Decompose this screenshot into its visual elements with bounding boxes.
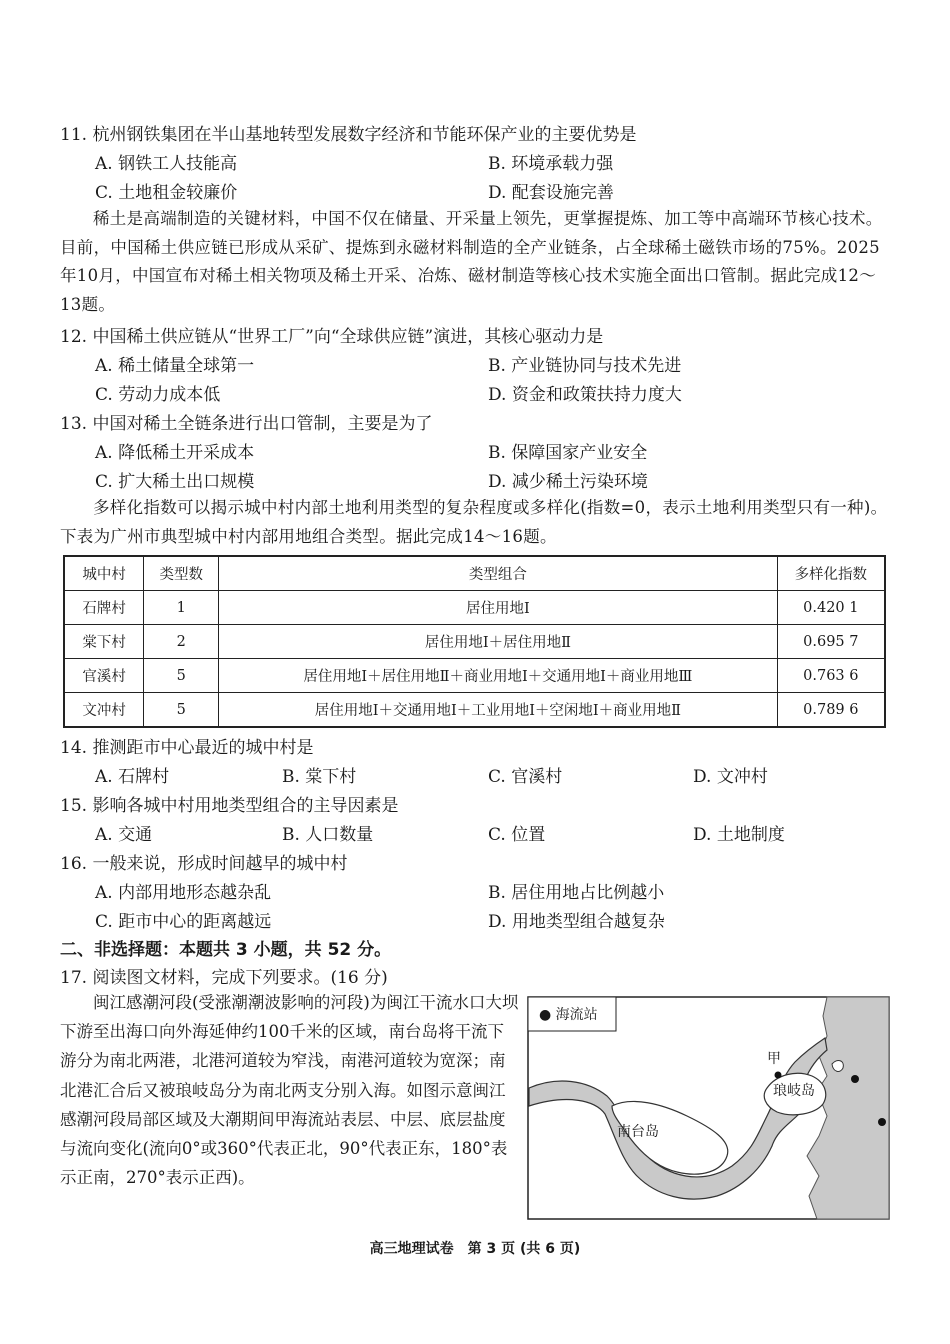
table-header: 类型组合 — [219, 556, 778, 591]
q14-option-c: C. 官溪村 — [488, 767, 563, 787]
table-header: 类型数 — [144, 556, 219, 591]
minjiang-estuary-map — [527, 996, 890, 1220]
q16-option-c: C. 距市中心的距离越远 — [95, 912, 272, 932]
q11-option-c: C. 土地租金较廉价 — [95, 183, 238, 203]
table-cell: 0.789 6 — [777, 693, 885, 728]
rare-earth-material — [60, 205, 895, 320]
q12-stem: 12. 中国稀土供应链从“世界工厂”向“全球供应链”演进，其核心驱动力是 — [60, 327, 604, 347]
table-cell: 棠下村 — [64, 625, 144, 659]
village-paragraph: 多样化指数可以揭示城中村内部土地利用类型的复杂程度或多样化(指数=0，表示土地利用类型只有一种)。下表为广州市典型城中村内部用地组合类型。据此完成14～16题。 — [60, 498, 888, 546]
q16-option-a: A. 内部用地形态越杂乱 — [95, 883, 272, 903]
table-cell: 文冲村 — [64, 693, 144, 728]
table-cell: 居住用地Ⅰ＋居住用地Ⅱ — [219, 625, 778, 659]
village-land-use-table — [63, 555, 886, 728]
q12-option-b: B. 产业链协同与技术先进 — [488, 356, 682, 376]
q11-stem: 11. 杭州钢铁集团在半山基地转型发展数字经济和节能环保产业的主要优势是 — [60, 125, 637, 145]
q13-option-a: A. 降低稀土开采成本 — [95, 443, 255, 463]
q13-stem: 13. 中国对稀土全链条进行出口管制，主要是为了 — [60, 414, 433, 434]
q14-option-b: B. 棠下村 — [282, 767, 357, 787]
rare-earth-paragraph: 稀土是高端制造的关键材料，中国不仅在储量、开采量上领先，更掌握提炼、加工等中高端环节核心技术。目前，中国稀土供应链已形成从采矿、提炼到永磁材料制造的全产业链条，占全球稀土磁铁市场的75%。2025年10月，中国宣布对稀土相关物项及稀土开采、冶炼、磁材制造等核心技术实施全面出口管制。据此完成12～13题。 — [60, 209, 883, 315]
section-heading: 二、非选择题：本题共 3 小题，共 52 分。 — [60, 940, 392, 960]
q15-option-c: C. 位置 — [488, 825, 546, 845]
q12-option-a: A. 稀土储量全球第一 — [95, 356, 255, 376]
table-cell: 0.763 6 — [777, 659, 885, 693]
table-header-row — [64, 556, 885, 591]
q13-option-c: C. 扩大稀土出口规模 — [95, 472, 255, 492]
table-cell: 1 — [144, 591, 219, 625]
q15-option-b: B. 人口数量 — [282, 825, 374, 845]
q11-option-a: A. 钢铁工人技能高 — [95, 154, 238, 174]
table-row — [64, 659, 885, 693]
page-footer: 高三地理试卷 第 3 页 (共 6 页) — [369, 1241, 581, 1257]
table-cell: 5 — [144, 693, 219, 728]
table-cell: 官溪村 — [64, 659, 144, 693]
station-marker — [851, 1075, 859, 1083]
table-cell: 石牌村 — [64, 591, 144, 625]
table-cell: 0.420 1 — [777, 591, 885, 625]
q11-option-b: B. 环境承载力强 — [488, 154, 614, 174]
table-cell: 2 — [144, 625, 219, 659]
table-header: 城中村 — [64, 556, 144, 591]
q12-option-c: C. 劳动力成本低 — [95, 385, 221, 405]
village-material — [60, 494, 895, 551]
q15-option-d: D. 土地制度 — [693, 825, 785, 845]
q14-option-d: D. 文冲村 — [693, 767, 768, 787]
q15-option-a: A. 交通 — [95, 825, 153, 845]
table-row — [64, 625, 885, 659]
table-cell: 居住用地Ⅰ＋交通用地Ⅰ＋工业用地Ⅰ＋空闲地Ⅰ＋商业用地Ⅱ — [219, 693, 778, 728]
legend-label: ● 海流站 — [539, 1007, 598, 1023]
nantai-label: 南台岛 — [617, 1124, 659, 1140]
table-cell: 居住用地Ⅰ＋居住用地Ⅱ＋商业用地Ⅰ＋交通用地Ⅰ＋商业用地Ⅲ — [219, 659, 778, 693]
q16-option-d: D. 用地类型组合越复杂 — [488, 912, 665, 932]
q14-option-a: A. 石牌村 — [95, 767, 170, 787]
table-header: 多样化指数 — [777, 556, 885, 591]
table-cell: 居住用地Ⅰ — [219, 591, 778, 625]
q16-option-b: B. 居住用地占比例越小 — [488, 883, 665, 903]
q12-option-d: D. 资金和政策扶持力度大 — [488, 385, 682, 405]
table-cell: 0.695 7 — [777, 625, 885, 659]
q16-stem: 16. 一般来说，形成时间越早的城中村 — [60, 854, 348, 874]
table-row — [64, 591, 885, 625]
q13-option-b: B. 保障国家产业安全 — [488, 443, 648, 463]
station-marker — [878, 1118, 886, 1126]
station-jia-marker — [775, 1072, 782, 1079]
q11-option-d: D. 配套设施完善 — [488, 183, 614, 203]
table-cell: 5 — [144, 659, 219, 693]
station-jia-label: 甲 — [767, 1051, 781, 1067]
table-row — [64, 693, 885, 728]
q14-stem: 14. 推测距市中心最近的城中村是 — [60, 738, 314, 758]
langqi-label: 琅岐岛 — [773, 1083, 815, 1099]
q17-paragraph: 闽江感潮河段(受涨潮潮波影响的河段)为闽江干流水口大坝下游至出海口向外海延伸约100千米的区域，南台岛将干流下游分为南北两港，北港河道较为窄浅，南港河道较为宽深；南北港汇合后又被琅岐岛分为南北两支分别入海。如图示意闽江感潮河段局部区域及大潮期间甲海流站表层、中层、底层盐度与流向变化(流向0°或360°代表正北，90°代表正东，180°表示正南，270°表示正西)。 — [60, 993, 519, 1188]
q17-material — [60, 988, 520, 1192]
q13-option-d: D. 减少稀土污染环境 — [488, 472, 648, 492]
q15-stem: 15. 影响各城中村用地类型组合的主导因素是 — [60, 796, 399, 816]
q17-stem: 17. 阅读图文材料，完成下列要求。(16 分) — [60, 968, 388, 988]
